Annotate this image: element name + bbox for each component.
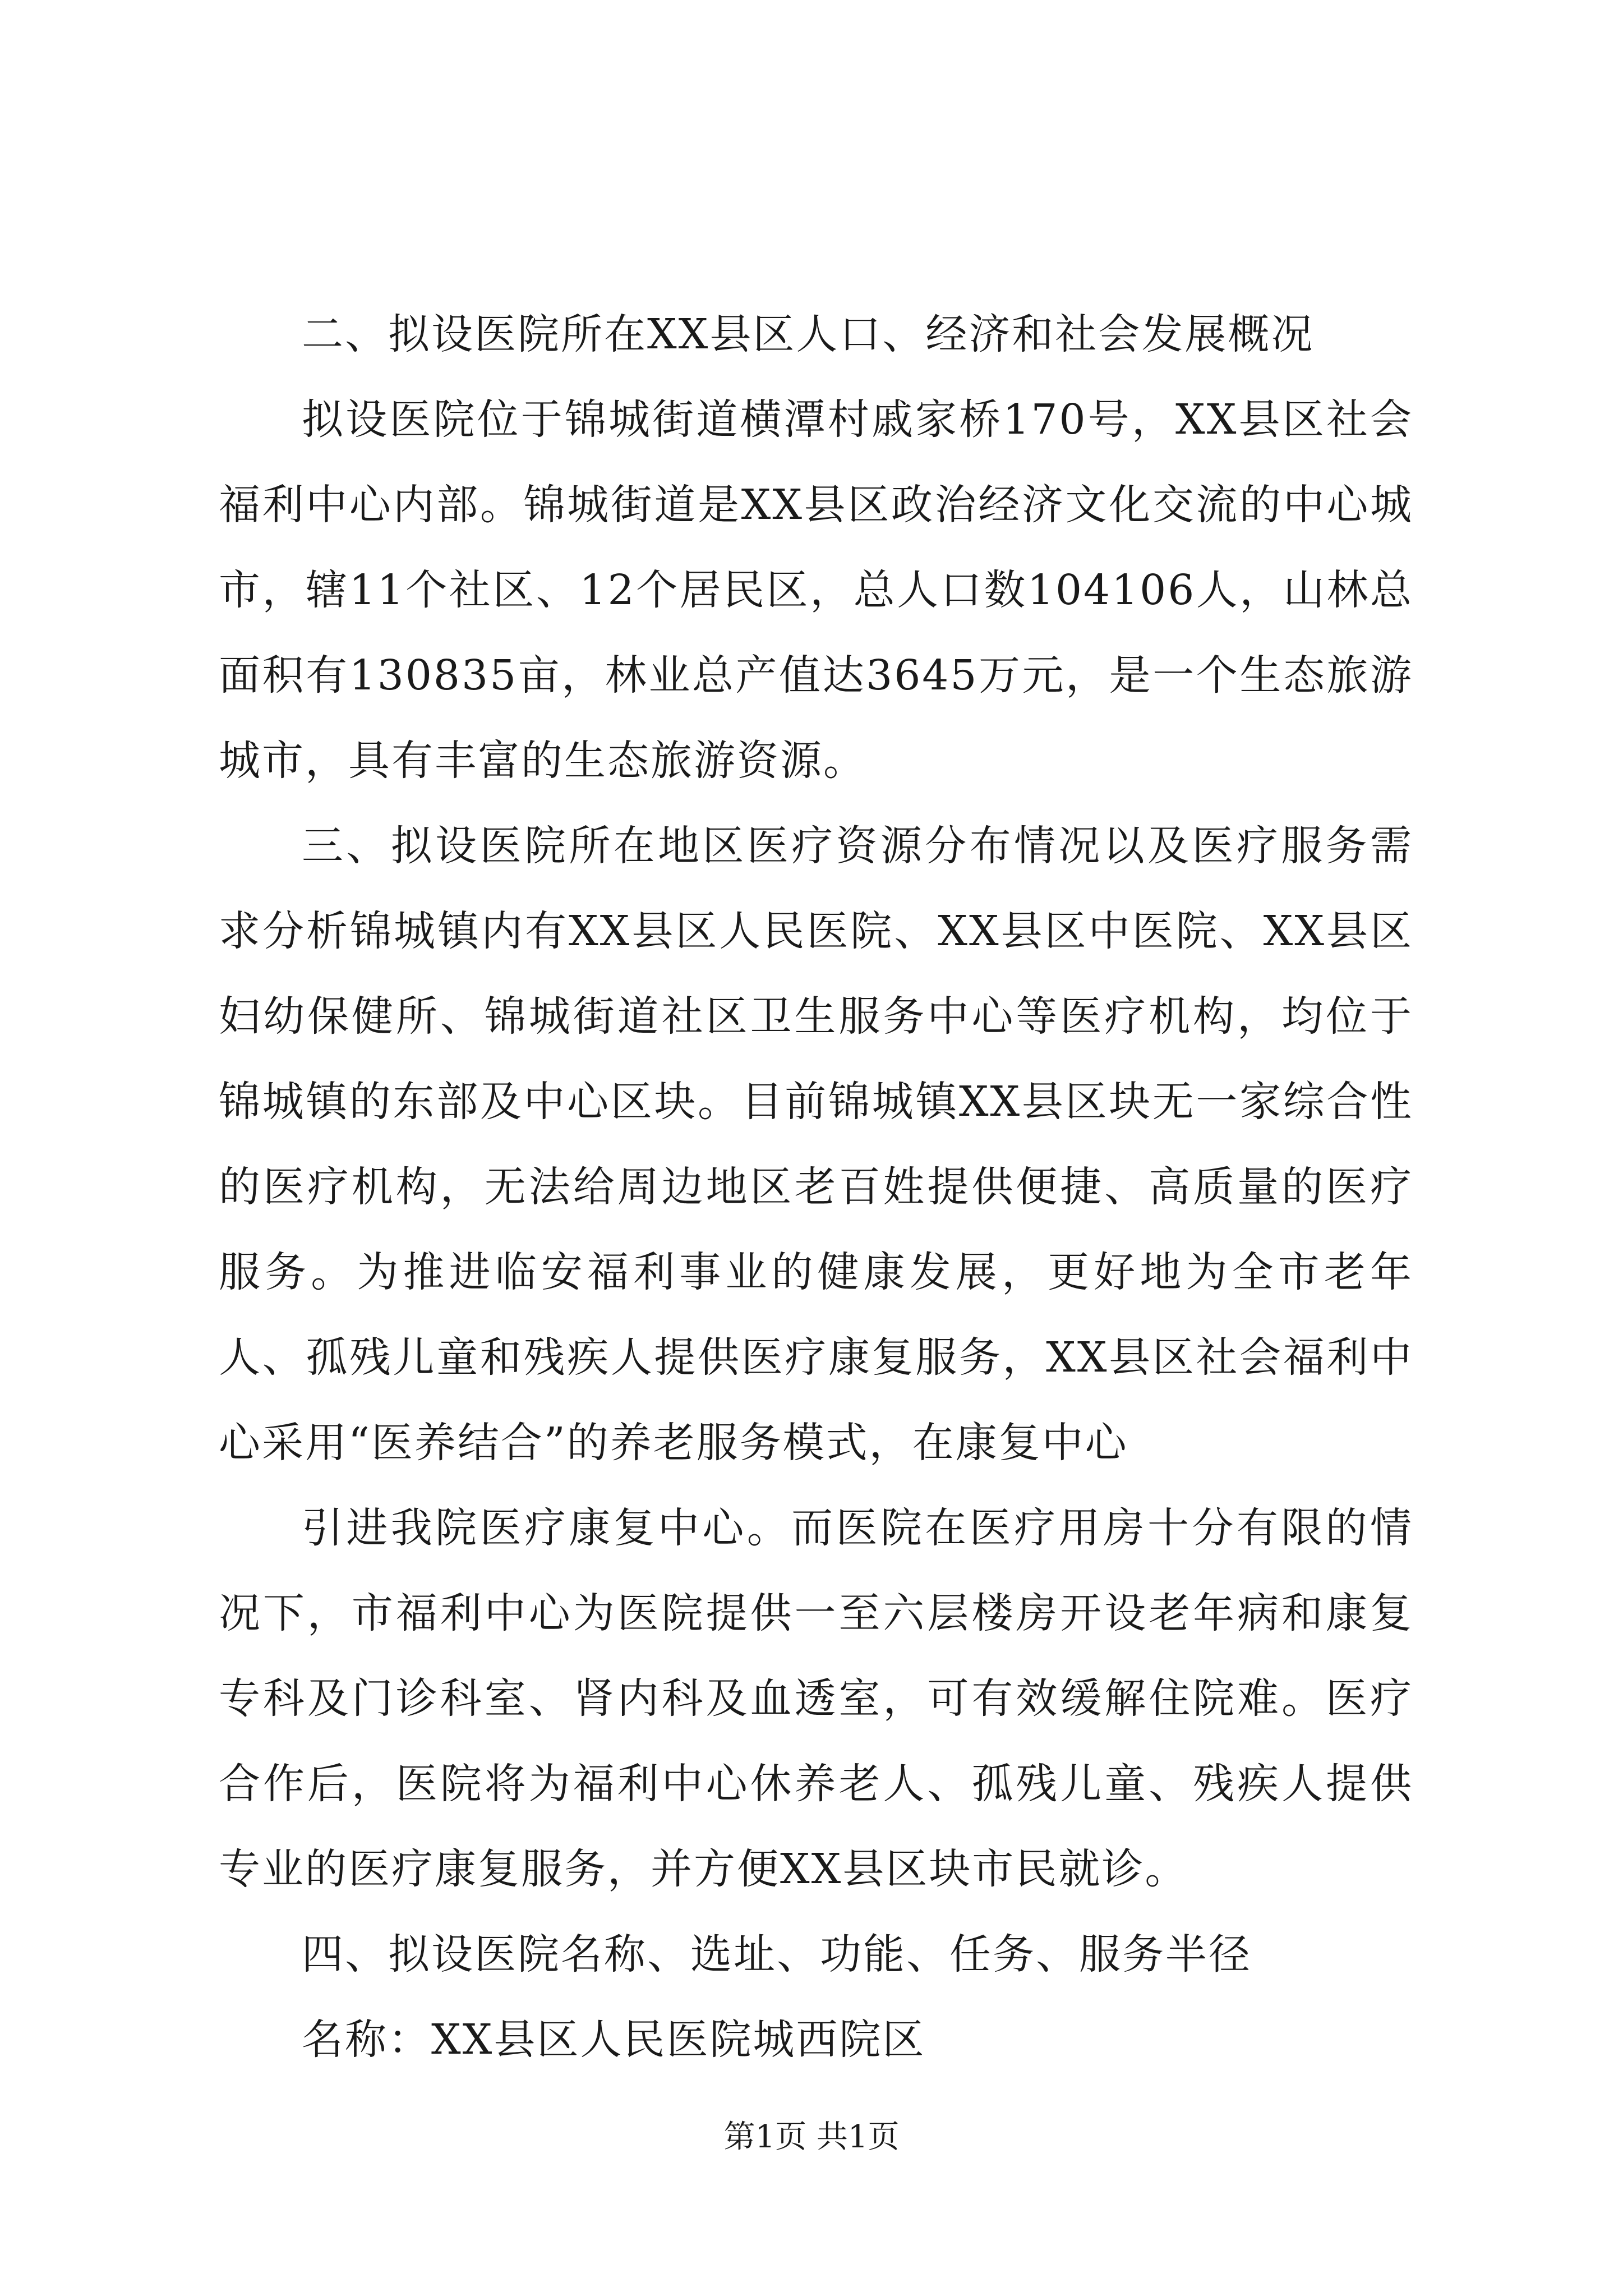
- paragraph-cooperation: 引进我院医疗康复中心。而医院在医疗用房十分有限的情况下，市福利中心为医院提供一至六层楼房开设老年病和康复专科及门诊科室、肾内科及血透室，可有效缓解住院难。医疗合作后，医院将为福利中心休养老人、孤残儿童、残疾人提供专业的医疗康复服务，并方便XX县区块市民就诊。: [219, 1504, 1413, 1893]
- section-two-heading: 二、拟设医院所在XX县区人口、经济和社会发展概况: [302, 310, 1315, 358]
- page-number-footer: 第1页 共1页: [723, 2119, 900, 2155]
- section-three-paragraph: 三、拟设医院所在地区医疗资源分布情况以及医疗服务需求分析锦城镇内有XX县区人民医院、XX县区中医院、XX县区妇幼保健所、锦城街道社区卫生服务中心等医疗机构，均位于锦城镇的东部及中心区块。目前锦城镇XX县区块无一家综合性的医疗机构，无法给周边地区老百姓提供便捷、高质量的医疗服务。为推进临安福利事业的健康发展，更好地为全市老年人、孤残儿童和残疾人提供医疗康复服务，XX县区社会福利中心采用“医养结合”的养老服务模式，在康复中心: [219, 822, 1413, 1467]
- paragraph-location-overview: 拟设医院位于锦城街道横潭村戚家桥170号，XX县区社会福利中心内部。锦城街道是XX县区政治经济文化交流的中心城市，辖11个社区、12个居民区，总人口数104106人，山林总面积有130835亩，林业总产值达3645万元，是一个生态旅游城市，具有丰富的生态旅游资源。: [219, 395, 1413, 785]
- section-four-heading: 四、拟设医院名称、选址、功能、任务、服务半径: [302, 1930, 1252, 1978]
- document-body: [219, 292, 1413, 2082]
- hospital-name-line: 名称：XX县区人民医院城西院区: [302, 2016, 926, 2064]
